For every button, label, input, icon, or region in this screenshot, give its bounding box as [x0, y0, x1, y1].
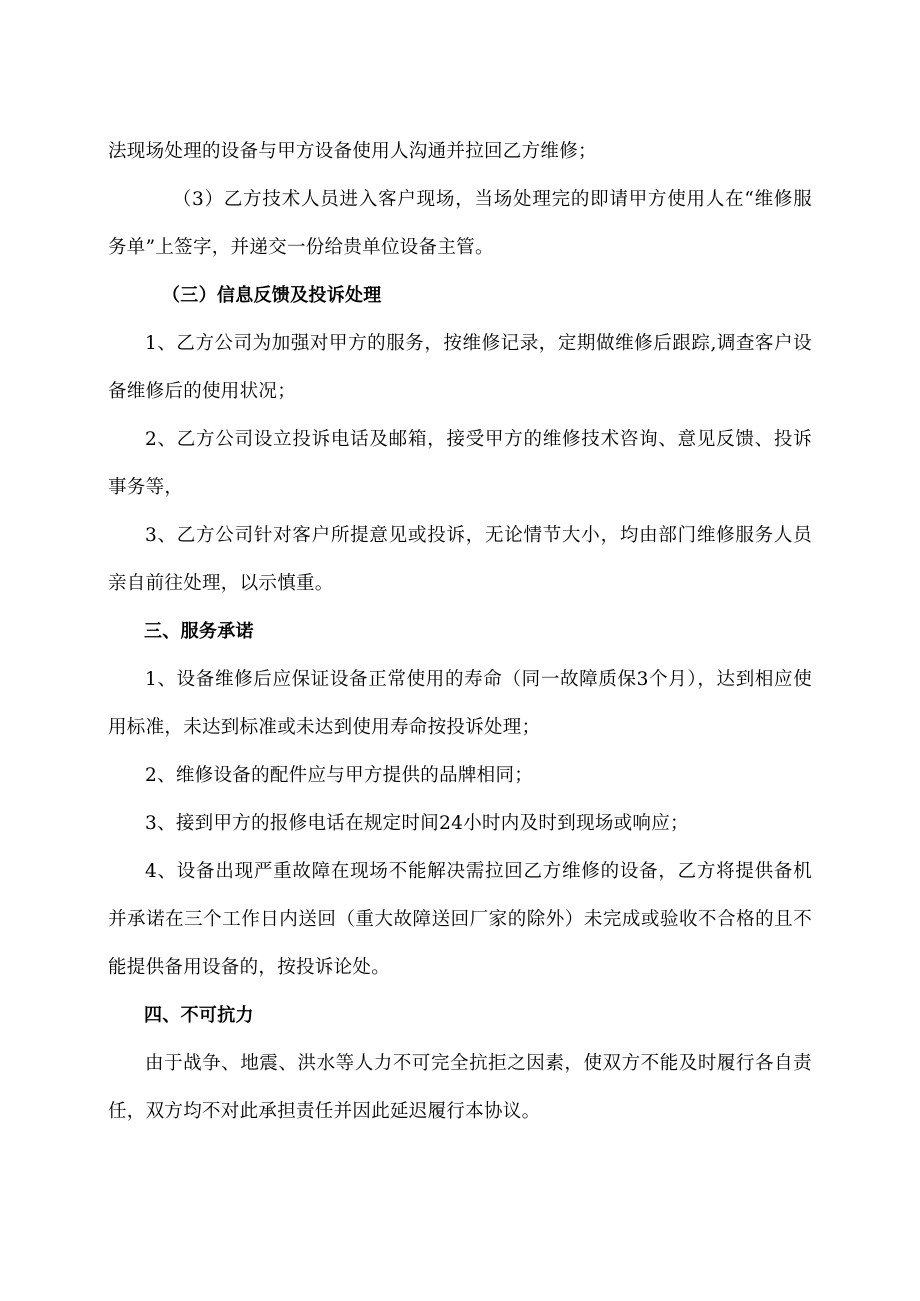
heading-force-majeure: 四、不可抗力	[144, 1005, 254, 1026]
paragraph-feedback-2: 2、乙方公司设立投诉电话及邮箱，接受甲方的维修技术咨询、意见反馈、投诉事务等，	[108, 429, 812, 498]
sub-heading-feedback-complaints: （三）信息反馈及投诉处理	[162, 285, 382, 306]
paragraph-commitment-4: 4、设备出现严重故障在现场不能解决需拉回乙方维修的设备，乙方将提供备机并承诺在三个工作日内送回（重大故障送回厂家的除外）未完成或验收不合格的且不能提供备用设备的，按投诉论处。	[108, 861, 812, 978]
paragraph-force-majeure: 由于战争、地震、洪水等人力不可完全抗拒之因素，使双方不能及时履行各自责任，双方均不对此承担责任并因此延迟履行本协议。	[108, 1053, 812, 1122]
paragraph-item-3: （3）乙方技术人员进入客户现场，当场处理完的即请甲方使用人在“维修服务单”上签字，并递交一份给贵单位设备主管。	[108, 189, 812, 258]
paragraph-feedback-1: 1、乙方公司为加强对甲方的服务，按维修记录，定期做维修后跟踪,调查客户设备维修后的使用状况；	[108, 333, 812, 402]
paragraph-continuation: 法现场处理的设备与甲方设备使用人沟通并拉回乙方维修；	[108, 141, 597, 162]
heading-service-commitment: 三、服务承诺	[144, 621, 254, 642]
paragraph-commitment-3: 3、接到甲方的报修电话在规定时间24小时内及时到现场或响应；	[145, 813, 689, 834]
document-body	[108, 128, 812, 1136]
paragraph-commitment-1: 1、设备维修后应保证设备正常使用的寿命（同一故障质保3个月），达到相应使用标准，未达到标准或未达到使用寿命按投诉处理；	[108, 669, 812, 738]
paragraph-commitment-2: 2、维修设备的配件应与甲方提供的品牌相同；	[145, 765, 534, 786]
paragraph-feedback-3: 3、乙方公司针对客户所提意见或投诉，无论情节大小，均由部门维修服务人员亲自前往处理，以示慎重。	[108, 525, 812, 594]
